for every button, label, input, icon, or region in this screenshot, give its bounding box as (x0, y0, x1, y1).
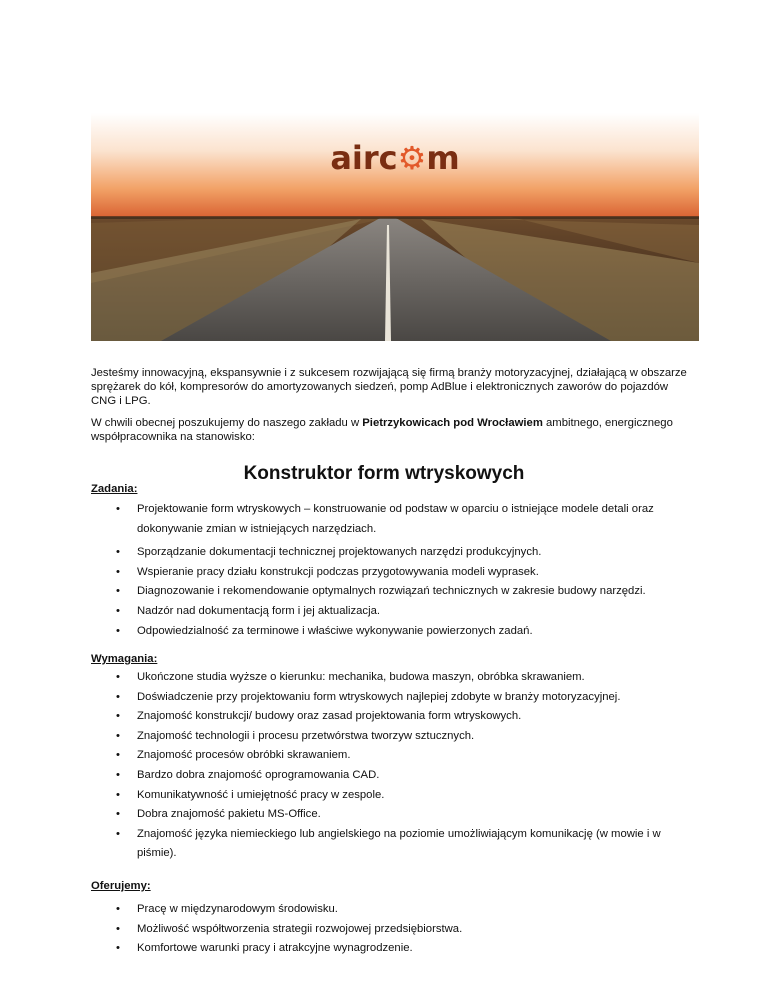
list-item: • Nadzór nad dokumentacją form i jej aktualizacja. (116, 604, 381, 617)
list-item: • Znajomość konstrukcji/ budowy oraz zasad projektowania form wtryskowych. (116, 710, 522, 723)
intro-location-paragraph: W chwili obecnej poszukujemy do naszego zakładu w Pietrzykowicach pod Wrocławiem ambitnego, energicznego współpracownika na stanowisko: (91, 417, 673, 443)
job-title: Konstruktor form wtryskowych (243, 463, 525, 484)
list-item: • Odpowiedzialność za terminowe i właściwe wykonywanie powierzonych zadań. (116, 624, 533, 637)
list-item: • Komfortowe warunki pracy i atrakcyjne wynagrodzenie. (116, 942, 413, 955)
header-banner (91, 113, 699, 341)
list-item: • Sporządzanie dokumentacji technicznej projektowanych narzędzi produkcyjnych. (116, 546, 542, 559)
aircom-logo: airc⚙m (330, 139, 460, 177)
tasks-list (91, 500, 691, 641)
list-item: • Znajomość procesów obróbki skrawaniem. (116, 749, 351, 762)
offer-list (91, 900, 691, 959)
location-text: Pietrzykowicach pod Wrocławiem (362, 417, 543, 429)
list-item: • Doświadczenie przy projektowaniu form wtryskowych najlepiej zdobyte w branży motoryzacyjnej. (116, 690, 621, 703)
list-item: • Bardzo dobra znajomość oprogramowania CAD. (116, 768, 380, 781)
list-item: • Pracę w międzynarodowym środowisku. (116, 903, 338, 915)
requirements-heading: Wymagania: (91, 653, 158, 665)
list-item: • Wspieranie pracy działu konstrukcji podczas przygotowywania modeli wyprasek. (116, 565, 539, 578)
list-item: • Komunikatywność i umiejętność pracy w zespole. (116, 788, 385, 801)
gear-icon: ⚙ (397, 139, 427, 177)
list-item: • Diagnozowanie i rekomendowanie optymalnych rozwiązań technicznych w zakresie budowy narzędzi. (116, 585, 646, 598)
tasks-heading: Zadania: (91, 483, 138, 495)
list-item: • Ukończone studia wyższe o kierunku: mechanika, budowa maszyn, obróbka skrawaniem. (116, 671, 585, 683)
requirements-list (91, 668, 691, 864)
offer-heading: Oferujemy: (91, 880, 151, 892)
list-item: • Dobra znajomość pakietu MS-Office. (116, 808, 321, 821)
list-item: • Znajomość technologii i procesu przetwórstwa tworzyw sztucznych. (116, 729, 475, 742)
list-item: • Znajomość języka niemieckiego lub angielskiego na poziomie umożliwiającym komunikację (w mowie i w piśmie). (116, 827, 661, 860)
list-item: • Możliwość współtworzenia strategii rozwojowej przedsiębiorstwa. (116, 922, 463, 935)
list-item: • Projektowanie form wtryskowych – konstruowanie od podstaw w oparciu o istniejące modele detali oraz dokonywanie zmian w istniejących narzędziach. (116, 503, 654, 535)
intro-paragraph: Jesteśmy innowacyjną, ekspansywnie i z sukcesem rozwijającą się firmą branży motoryzacyjnej, działającą w obszarze sprężarek do kół, kompresorów do amortyzowanych siedzeń, pomp AdBlue i elektronicznych zaworów do pojazdów CNG i LPG. (91, 367, 687, 407)
